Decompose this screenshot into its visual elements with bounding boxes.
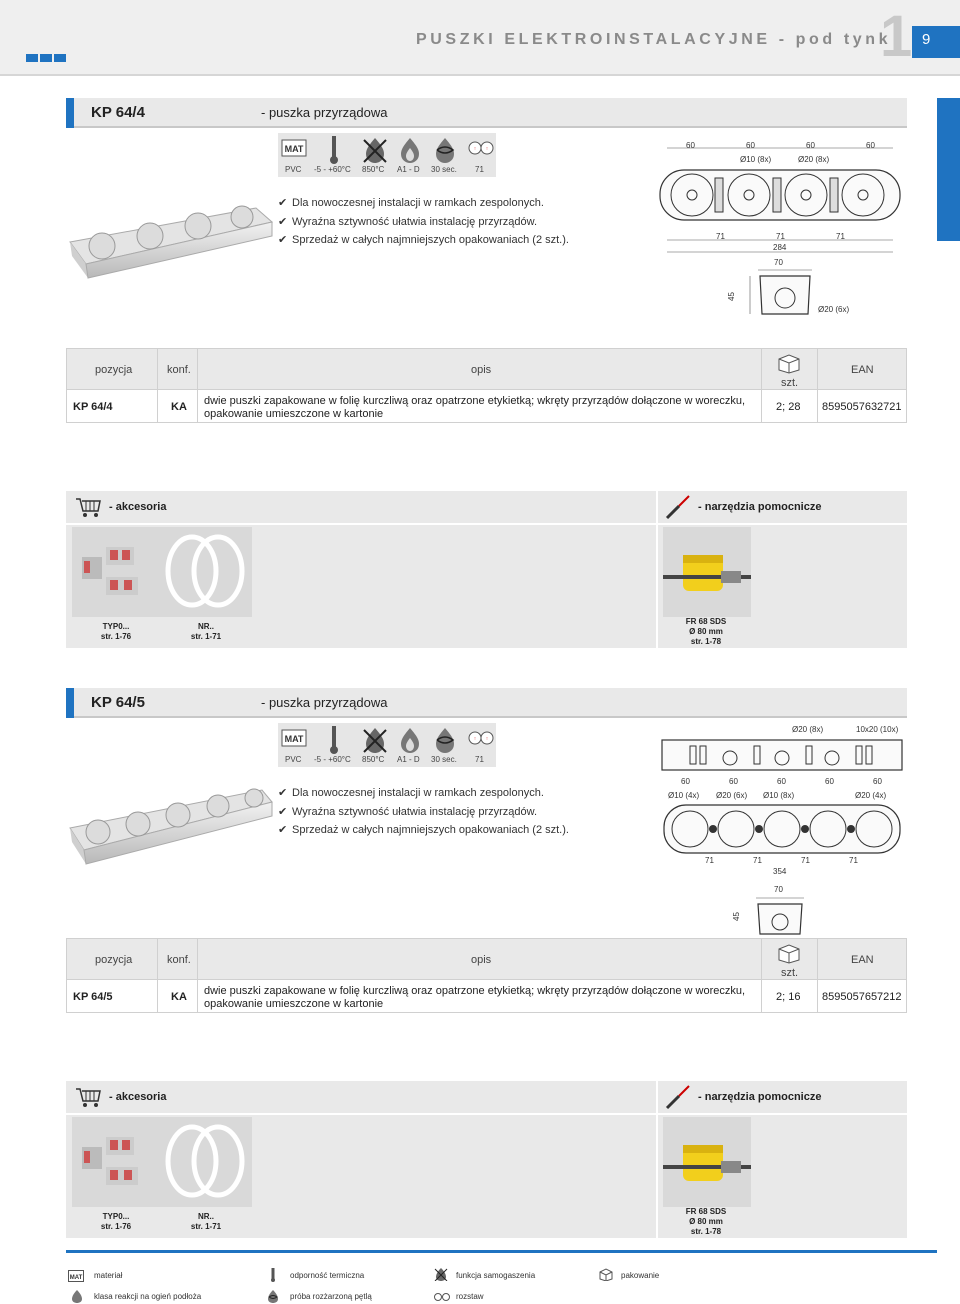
svg-text:MAT: MAT [284, 734, 304, 744]
dim-label: 45 [726, 292, 736, 301]
technical-drawing-side [740, 266, 820, 327]
accessory-image [72, 1117, 252, 1207]
dim-label: 60 [825, 777, 834, 786]
page-tab [912, 26, 960, 58]
table-divider [817, 939, 818, 1012]
page-number: 9 [922, 31, 931, 48]
flame-label: 850°C [362, 755, 385, 764]
cell-szt: 2; 28 [776, 401, 801, 413]
dim-label: 71 [705, 856, 714, 865]
feature-item: ✔ Sprzedaż w całych najmniejszych opakowaniach (2 szt.). [278, 234, 569, 246]
material-strip [278, 133, 496, 177]
header-square [26, 54, 38, 62]
col-opis: opis [471, 364, 492, 376]
svg-text:↑: ↑ [485, 736, 489, 742]
flame-icon [70, 1289, 84, 1304]
tools-title: - narzędzia pomocnicze [698, 501, 822, 513]
class-label: A1 - D [397, 755, 420, 764]
legend-item: funkcja samogaszenia [456, 1271, 536, 1280]
section-accent [66, 688, 74, 718]
tool-caption: FR 68 SDS Ø 80 mm str. 1-78 [685, 617, 727, 646]
dim-label: 71 [836, 232, 845, 241]
svg-text:↑: ↑ [473, 736, 477, 742]
product-code: KP 64/5 [91, 694, 145, 711]
thermal-label: -5 - +60°C [314, 165, 351, 174]
col-konf: konf. [167, 954, 191, 966]
feature-item: ✔ Wyraźna sztywność ułatwia instalację przyrządów. [278, 215, 538, 228]
product-table [66, 938, 907, 1013]
flame-label: 850°C [362, 165, 385, 174]
tool-caption: FR 68 SDS Ø 80 mm str. 1-78 [685, 1207, 727, 1236]
screwdriver-icon [663, 1084, 691, 1117]
thermal-label: -5 - +60°C [314, 755, 351, 764]
dim-label: Ø20 (8x) [792, 725, 824, 734]
cell-szt: 2; 16 [776, 991, 801, 1003]
page-header [0, 0, 960, 76]
material-label: PVC [285, 165, 302, 174]
feature-item: ✔ Wyraźna sztywność ułatwia instalację przyrządów. [278, 805, 538, 818]
tool-image [663, 1117, 751, 1207]
dim-label: 60 [873, 777, 882, 786]
col-pozycja: pozycja [95, 954, 133, 966]
class-label: A1 - D [397, 165, 420, 174]
dim-label: 354 [773, 867, 787, 876]
dim-label: Ø10 (8x) [740, 155, 772, 164]
cart-icon [74, 1085, 102, 1114]
dim-label: 60 [681, 777, 690, 786]
col-szt: szt. [781, 377, 799, 389]
dim-label: 71 [753, 856, 762, 865]
feature-item: ✔ Dla nowoczesnej instalacji w ramkach zespolonych. [278, 197, 544, 209]
dim-label: 71 [776, 232, 785, 241]
accessory-caption: TYP0... str. 1-76 [100, 1212, 132, 1231]
cell-opis: dwie puszki zapakowane w folię kurczliwą oraz opatrzone etykietką; wkręty przyrządów dołączone w woreczku, [204, 985, 746, 997]
dim-label: 70 [774, 258, 783, 267]
dim-label: 60 [729, 777, 738, 786]
table-divider [817, 349, 818, 422]
spacing-label: 71 [475, 165, 484, 174]
dim-label: 60 [777, 777, 786, 786]
technical-drawing-top [660, 801, 905, 862]
time-label: 30 sec. [431, 165, 457, 174]
dim-label: 60 [686, 141, 695, 150]
thermometer-icon [270, 1268, 276, 1287]
product-code: KP 64/4 [91, 104, 145, 121]
table-divider [197, 349, 198, 422]
legend-item: pakowanie [621, 1271, 660, 1280]
section-accent [66, 98, 74, 128]
accessories-panel [66, 491, 907, 648]
screwdriver-icon [663, 494, 691, 527]
tool-image [663, 527, 751, 617]
tools-title: - narzędzia pomocnicze [698, 1091, 822, 1103]
col-szt: szt. [781, 967, 799, 979]
table-divider [157, 349, 158, 422]
feature-item: ✔ Dla nowoczesnej instalacji w ramkach zespolonych. [278, 787, 544, 799]
page-title: PUSZKI ELEKTROINSTALACYJNE - pod tynk [416, 31, 892, 48]
legend-item: rozstaw [456, 1292, 484, 1301]
accessories-panel [66, 1081, 907, 1238]
table-divider [157, 939, 158, 1012]
feature-list [278, 786, 569, 842]
material-icon [68, 1269, 84, 1287]
col-opis: opis [471, 954, 492, 966]
accessories-title: - akcesoria [109, 1091, 167, 1103]
section-title-bar [66, 98, 907, 128]
technical-drawing-front [660, 738, 905, 777]
section-title-bar [66, 688, 907, 718]
technical-drawing-side [750, 896, 810, 941]
dim-label: 284 [773, 243, 787, 252]
glow-wire-icon [266, 1289, 280, 1304]
table-divider [761, 349, 762, 422]
material-icon [281, 726, 307, 755]
side-tab [937, 98, 960, 241]
cell-opis: dwie puszki zapakowane w folię kurczliwą oraz opatrzone etykietką; wkręty przyrządów dołączone w woreczku, [204, 395, 746, 407]
feature-list [278, 196, 569, 252]
table-divider [67, 979, 906, 980]
accessory-caption: NR.. str. 1-71 [190, 1212, 222, 1231]
dim-label: 45 [731, 912, 741, 921]
accessory-caption: TYP0... str. 1-76 [100, 622, 132, 641]
dim-label: Ø10 (4x) [668, 791, 700, 800]
dim-label: 71 [716, 232, 725, 241]
dim-label: Ø20 (6x) [818, 305, 850, 314]
spacing-icon [434, 1289, 450, 1304]
product-table [66, 348, 907, 423]
cell-opis: opakowanie umieszczone w kartonie [204, 408, 384, 420]
check-icon: ✔ [278, 787, 288, 799]
material-label: PVC [285, 755, 302, 764]
dim-label: 60 [866, 141, 875, 150]
cell-konf: KA [171, 991, 187, 1003]
accessories-title: - akcesoria [109, 501, 167, 513]
legend-item: materiał [94, 1271, 123, 1280]
dim-label: 60 [806, 141, 815, 150]
flame-crossed-icon [434, 1267, 448, 1286]
time-label: 30 sec. [431, 755, 457, 764]
legend-item: odporność termiczna [290, 1271, 365, 1280]
svg-text:MAT: MAT [69, 1275, 83, 1281]
accessory-image [72, 527, 252, 617]
check-icon: ✔ [278, 234, 288, 246]
svg-text:↑: ↑ [473, 146, 477, 152]
svg-text:MAT: MAT [284, 144, 304, 154]
dim-label: Ø20 (8x) [798, 155, 830, 164]
header-square [54, 54, 66, 62]
col-ean: EAN [851, 364, 874, 376]
material-strip [278, 723, 496, 767]
dim-label: 60 [746, 141, 755, 150]
material-icon [281, 136, 307, 165]
check-icon: ✔ [278, 215, 288, 228]
legend-item: próba rozżarzoną pętlą [290, 1292, 372, 1301]
table-divider [761, 939, 762, 1012]
box-icon [775, 352, 803, 379]
check-icon: ✔ [278, 824, 288, 836]
legend-divider [66, 1250, 937, 1253]
dim-label: 70 [774, 885, 783, 894]
col-konf: konf. [167, 364, 191, 376]
product-photo [66, 786, 276, 871]
check-icon: ✔ [278, 805, 288, 818]
spacing-icon [468, 136, 494, 165]
cell-ean: 8595057632721 [822, 401, 902, 413]
col-ean: EAN [851, 954, 874, 966]
cart-icon [74, 495, 102, 524]
chapter-number: 1 [880, 4, 913, 69]
dim-label: 10x20 (10x) [856, 725, 899, 734]
product-description: - puszka przyrządowa [261, 105, 388, 120]
dim-label: Ø20 (4x) [855, 791, 887, 800]
table-divider [197, 939, 198, 1012]
cell-ean: 8595057657212 [822, 991, 902, 1003]
dim-label: Ø20 (6x) [716, 791, 748, 800]
check-icon: ✔ [278, 197, 288, 209]
spacing-icon [468, 726, 494, 755]
table-divider [67, 389, 906, 390]
product-description: - puszka przyrządowa [261, 695, 388, 710]
dim-label: 71 [849, 856, 858, 865]
cell-pozycja: KP 64/5 [73, 991, 113, 1003]
box-icon [775, 942, 803, 969]
cell-konf: KA [171, 401, 187, 413]
legend-item: klasa reakcji na ogień podłoża [94, 1292, 202, 1301]
header-square [40, 54, 52, 62]
svg-text:↑: ↑ [485, 146, 489, 152]
dim-label: Ø10 (8x) [763, 791, 795, 800]
feature-item: ✔ Sprzedaż w całych najmniejszych opakowaniach (2 szt.). [278, 824, 569, 836]
cell-opis: opakowanie umieszczone w kartonie [204, 998, 384, 1010]
col-pozycja: pozycja [95, 364, 133, 376]
box-icon [598, 1268, 614, 1286]
product-photo [66, 202, 276, 285]
cell-pozycja: KP 64/4 [73, 401, 113, 413]
dim-label: 71 [801, 856, 810, 865]
spacing-label: 71 [475, 755, 484, 764]
accessory-caption: NR.. str. 1-71 [190, 622, 222, 641]
